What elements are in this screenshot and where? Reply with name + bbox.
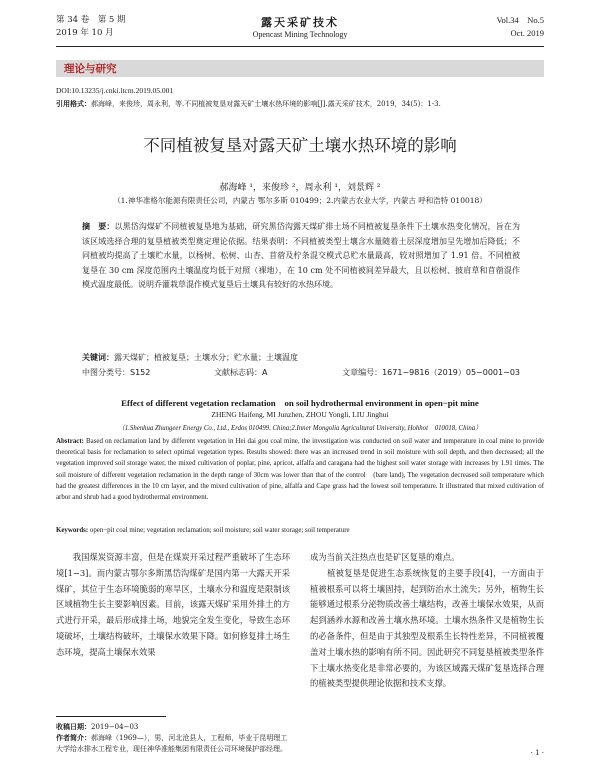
footnote-rule [56, 716, 166, 717]
keywords-text: 露天煤矿；植被复垦；土壤水分；贮水量；土壤温度 [114, 353, 298, 362]
article-number: 文章编号：1671−9816（2019）05−0001−03 [342, 368, 520, 377]
clc-number: 中图分类号：S152 [82, 368, 151, 377]
author-bio-label: 作者简介： [56, 734, 91, 742]
abstract-label: 摘 要： [82, 222, 115, 231]
english-authors: ZHENG Haifeng, MI Junzhen, ZHOU Yongli, LIU Jinghui [211, 410, 389, 419]
journal-name-cn: 露天采矿技术 [261, 16, 339, 29]
citation [56, 99, 560, 109]
en-abstract-label: Abstract: [56, 438, 84, 445]
authors: 郝海峰 ¹，来俊珍 ²，周永利 ¹，刘景辉 ² [219, 183, 381, 193]
abstract-cn [82, 220, 520, 293]
keywords-en [56, 527, 544, 534]
english-affiliations: （1.Shenhua Zhungeer Energy Co., Ltd., Erdos 010499, China;2.Inner Mongolia Agricultural University, Hohhot 010018, China） [118, 425, 482, 432]
english-title: Effect of different vegetation reclamation on soil hydrothermal environment in open−pit mine [121, 398, 479, 408]
section-label: 理论与研究 [64, 63, 117, 75]
volume-cn: 第 34 卷 第 5 期 [56, 15, 126, 25]
header-right [496, 14, 544, 40]
citation-text: 郝海峰，来俊珍，周永利，等.不同植被复垦对露天矿土壤水热环境的影响[J].露天采矿技术，2019，34(5)：1-3. [91, 100, 441, 108]
date-en: Oct. 2019 [510, 28, 544, 38]
page-number: · 1 · [530, 749, 544, 757]
section-banner [56, 60, 544, 77]
keywords-label: 关键词： [82, 353, 114, 362]
en-abstract-text: Based on reclamation land by different vegetation in Hei dai gou coal mine, the investigation was conducted on soil water and temperature in coal mine to provide theoretical basis for reclamation to select optimal vegetation types. Results showed: there was an increased trend in soil moisture with soil depth, and then decreased; all the vegetation improved soil storage water, the mixed cultivation of poplar, pine, apricot, alfalfa and caragana had the highest soil water storage with increases by 1.91 times. The soil moisture of different vegetation reclamation in the depth range of 30cm was lower than that of the control (bare land), The vegetation decreased soil temperature which had the greatest differences in the 10 cm layer, and the mixed cultivation of pine, alfalfa and Cape grass had the lowest soil temperature. It illustrated that mixed cultivation of arbor and shrub had a good hydrothermal environment. [56, 438, 544, 502]
author-bio [56, 733, 290, 755]
author-bio-text: 郝海峰（1969—），男，河北沧县人，工程师，毕业于昆明理工大学给水排水工程专业，现任神华准能集团有限责任公司环境保护部经理。 [56, 734, 288, 753]
abstract-en [56, 436, 544, 503]
doi: DOI:10.13235/j.cnki.ltcm.2019.05.001 [56, 86, 174, 95]
date-cn: 2019 年 10 月 [56, 28, 114, 38]
received-label: 收稿日期： [56, 723, 91, 731]
body-column-right [310, 550, 544, 692]
received-date [56, 722, 290, 733]
body-paragraph: 成为当前关注热点也是矿区复垦的难点。 [310, 552, 460, 562]
footnote [56, 722, 290, 755]
journal-name-en: Opencast Mining Technology [252, 30, 348, 39]
body-column-left [56, 550, 290, 661]
received-value: 2019−04−03 [91, 723, 139, 731]
header-center [56, 14, 544, 39]
keywords-cn [82, 352, 298, 363]
paper-title: 不同植被复垦对露天矿土壤水热环境的影响 [143, 136, 457, 155]
citation-label: 引用格式： [56, 99, 91, 108]
body-paragraph: 我国煤炭资源丰富，但是在煤炭开采过程严重破坏了生态环境[1−3]。而内蒙古鄂尔多斯黑岱沟煤矿是国内第一大露天开采煤矿，其位于生态环境脆弱的寒旱区，土壤水分和温度是限制该区域植物生长主要影响因素。目前，该露天煤矿采用外排土的方式进行开采，最后形成排土场，地貌完全发生变化，导致生态环境破坏，土壤结构破坏，土壤保水效果下降。如何修复排土场生态环境，提高土壤保水效果 [56, 552, 290, 657]
en-keywords-text: open−pit coal mine; vegetation reclamation; soil moisture; soil water storage; soil temperature [89, 527, 350, 534]
en-keywords-label: Keywords: [56, 527, 89, 534]
volume-en: Vol.34 No.5 [496, 15, 544, 25]
header-rule [56, 46, 544, 47]
abstract-text: 以黑岱沟煤矿不同植被复垦地为基础，研究黑岱沟露天煤矿排土场不同植被复垦条件下土壤水热变化情况，旨在为该区域选择合理的复垦植被类型奠定理论依据。结果表明：不同植被类型土壤含水量随着土层深度增加呈先增加后降低；不同植被均提高了土壤贮水量，以杨树、松树、山杏、苜蓿及柠条混交模式总贮水量最高，较对照增加了 1.91 倍。不同植被复垦在 30 cm 深度范围内土壤温度均低于对照（裸地），在 10 cm 处不同植被间差异最大，且以松树、披肩草和苜蓿混作模式温度最低。说明乔灌栽草混作模式复垦后土壤具有较好的水热环境。 [82, 222, 520, 289]
body-paragraph: 植被复垦是促进生态系统恢复的主要手段[4]，一方面由于植被根系可以将土壤固持，起到防治水土流失；另外，植物生长能够通过根系分泌物质改善土壤结构，改善土壤保水效果，从而起到涵养水源和改善土壤水热环境。土壤水热条件又是植物生长的必备条件，但是由于其独型及根系生长特性差异，不同植被覆盖对土壤水热的影响有所不同。因此研究不同复垦植被类型条件下土壤水热变化是非常必要的，为该区域露天煤矿复垦选择合理的植被类型提供理论依据和技术支撑。 [310, 567, 544, 689]
affiliations: （1.神华准格尔能源有限责任公司，内蒙古 鄂尔多斯 010499；2.内蒙古农业大学，内蒙古 呼和浩特 010018） [113, 196, 487, 205]
document-code: 文献标志码：A [214, 368, 268, 377]
running-header [56, 14, 544, 44]
